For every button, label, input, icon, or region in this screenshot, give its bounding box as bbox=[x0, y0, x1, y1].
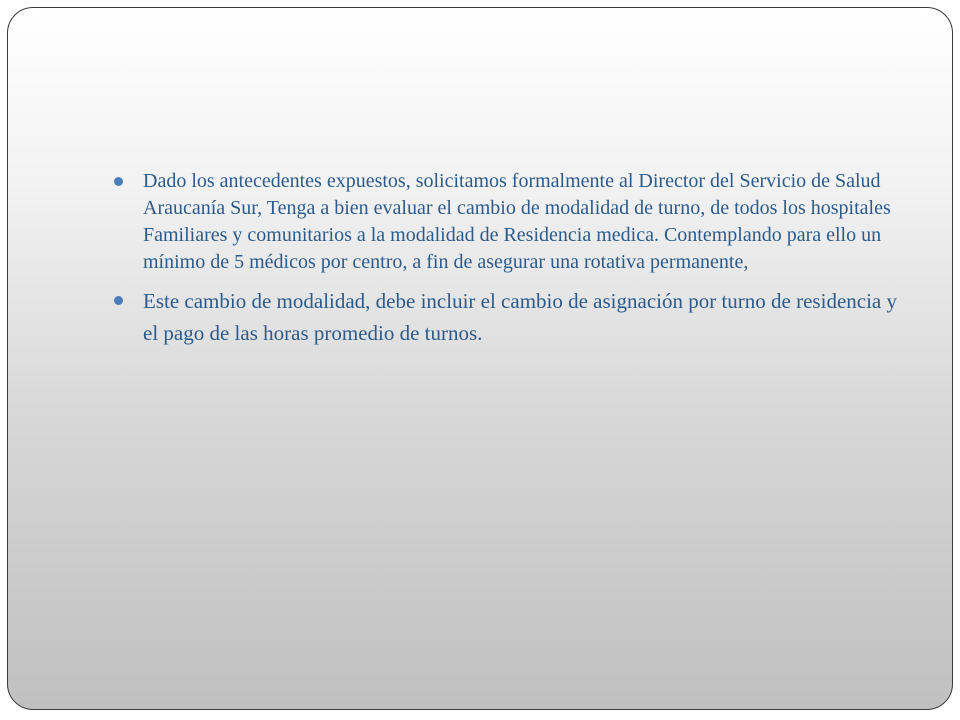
bullet-text: Este cambio de modalidad, debe incluir el cambio de asignación por turno de residencia y el pago de las horas promedio de turnos. bbox=[143, 289, 897, 345]
bullet-item bbox=[106, 168, 906, 276]
bullet-item bbox=[106, 285, 906, 349]
bullet-list bbox=[106, 168, 906, 349]
bullet-dot-icon bbox=[114, 296, 123, 305]
bullet-text: Dado los antecedentes expuestos, solicitamos formalmente al Director del Servicio de Salud Araucanía Sur, Tenga a bien evaluar el cambio de modalidad de turno, de todos los hospitales Familiares y comunitarios a la modalidad de Residencia medica. Contemplando para ello un mínimo de 5 médicos por centro, a fin de asegurar una rotativa permanente, bbox=[143, 170, 891, 273]
slide-frame bbox=[7, 7, 953, 710]
bullet-dot-icon bbox=[114, 177, 123, 186]
